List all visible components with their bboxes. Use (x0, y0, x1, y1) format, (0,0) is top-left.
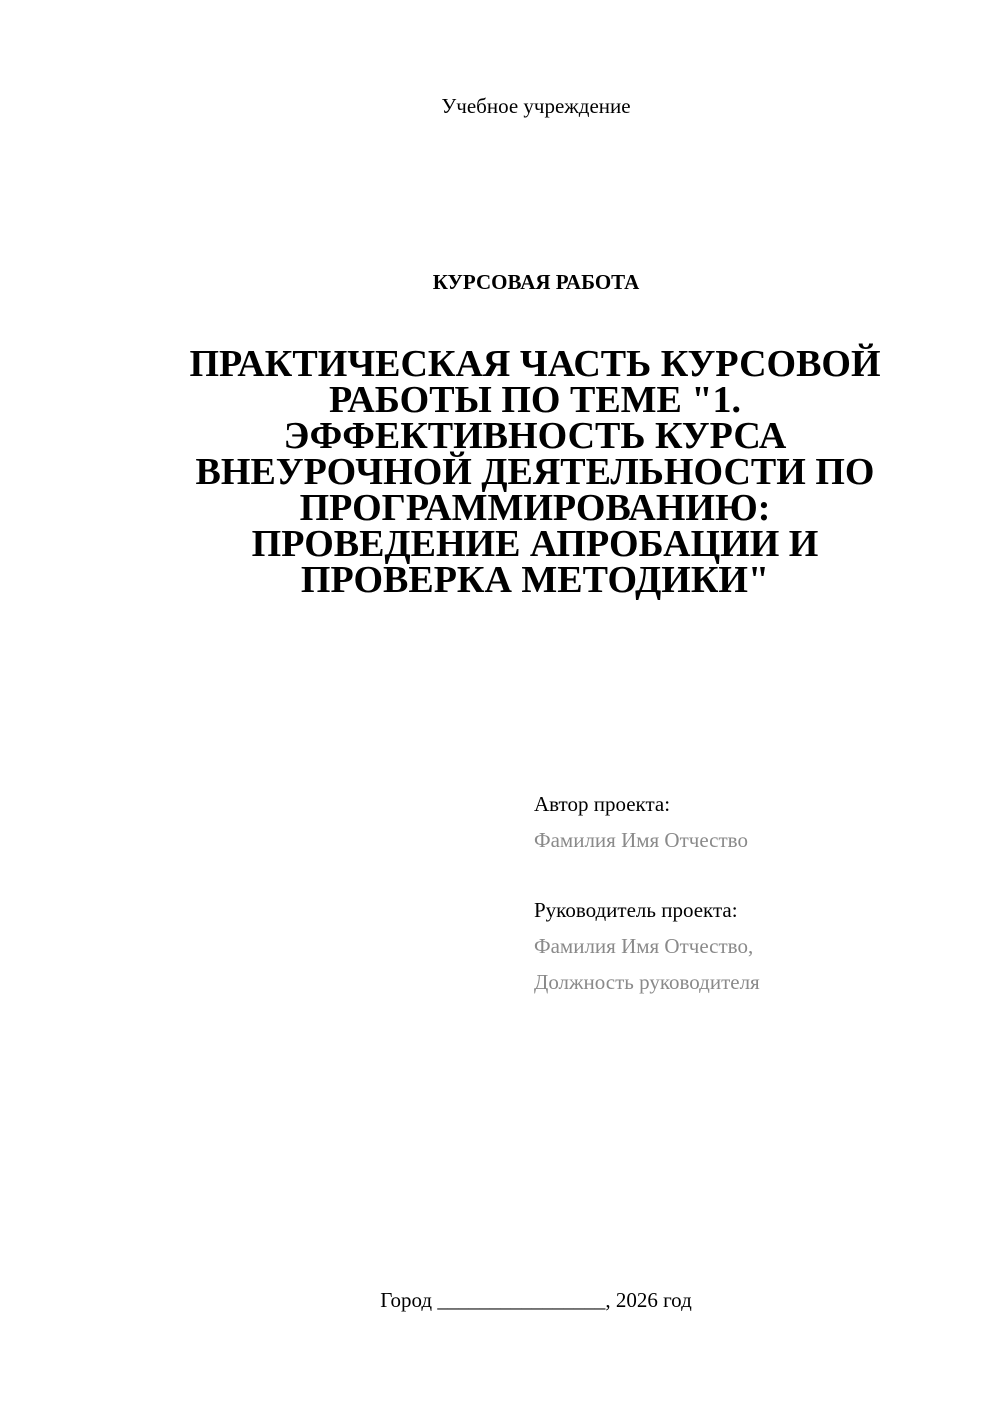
document-title (170, 343, 900, 601)
title-line: ПРАКТИЧЕСКАЯ ЧАСТЬ КУРСОВОЙ (189, 343, 881, 385)
title-line: ПРОВЕРКА МЕТОДИКИ" (300, 559, 770, 601)
document-type-label: КУРСОВАЯ РАБОТА (432, 270, 640, 294)
supervisor-name: Фамилия Имя Отчество, (534, 934, 754, 958)
institution-name: Учебное учреждение (441, 94, 631, 118)
supervisor-position: Должность руководителя (534, 970, 760, 994)
title-line: РАБОТЫ ПО ТЕМЕ "1. (329, 379, 741, 421)
title-line: ЭФФЕКТИВНОСТЬ КУРСА (283, 415, 787, 457)
city-year-line: Город ________________, 2026 год (380, 1288, 692, 1312)
supervisor-label: Руководитель проекта: (534, 898, 738, 922)
author-block (534, 786, 748, 858)
author-name: Фамилия Имя Отчество (534, 828, 748, 852)
author-label: Автор проекта: (534, 792, 671, 816)
title-line: ВНЕУРОЧНОЙ ДЕЯТЕЛЬНОСТИ ПО (195, 451, 875, 493)
title-line: ПРОГРАММИРОВАНИЮ: (299, 487, 771, 529)
title-line: ПРОВЕДЕНИЕ АПРОБАЦИИ И (251, 523, 819, 565)
supervisor-block (534, 892, 760, 1000)
